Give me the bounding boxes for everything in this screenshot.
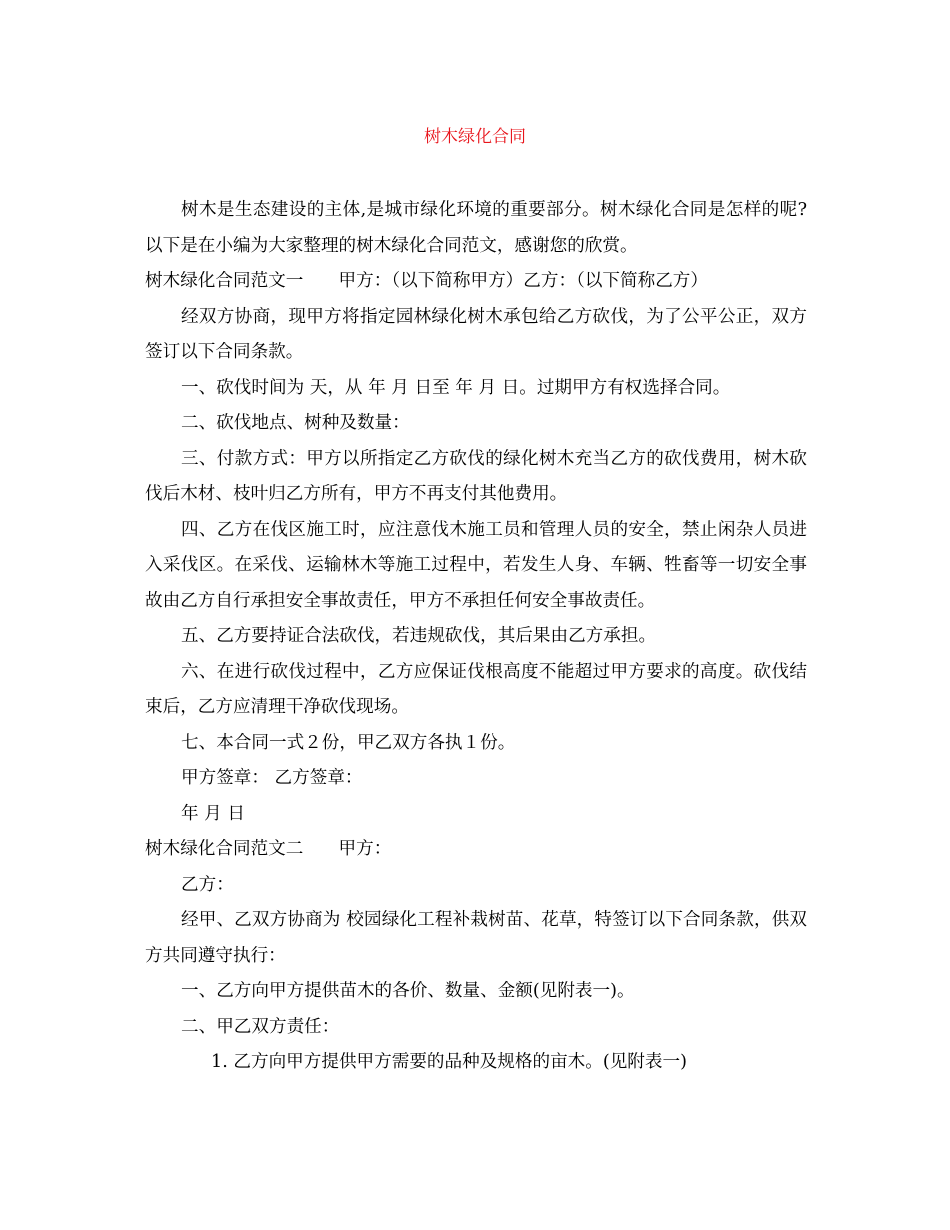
clause: 六、在进行砍伐过程中，乙方应保证伐根高度不能超过甲方要求的高度。砍伐结束后，乙方应清理干净砍伐现场。 — [145, 661, 807, 717]
sub-clause: 1. 乙方向甲方提供甲方需要的品种及规格的亩木。(见附表一) — [211, 1052, 687, 1072]
clause: 四、乙方在伐区施工时，应注意伐木施工员和管理人员的安全，禁止闲杂人员进入采伐区。在采伐、运输林木等施工过程中，若发生人身、车辆、牲畜等一切安全事故由乙方自行承担安全事故责任，甲方不承担任何安全事故责任。 — [145, 519, 807, 611]
clause: 五、乙方要持证合法砍伐，若违规砍伐，其后果由乙方承担。 — [181, 626, 657, 646]
section-heading: 树木绿化合同范文二 甲方： — [145, 839, 392, 859]
paragraph: 经甲、乙双方协商为 校园绿化工程补栽树苗、花草，特签订以下合同条款，供双方共同遵守执行： — [145, 910, 807, 966]
document-title: 树木绿化合同 — [424, 127, 526, 147]
signature-line: 甲方签章： 乙方签章： — [181, 768, 363, 788]
section-heading: 树木绿化合同范文一 甲方：（以下简称甲方）乙方：（以下简称乙方） — [145, 271, 708, 291]
paragraph: 经双方协商，现甲方将指定园林绿化树木承包给乙方砍伐，为了公平公正，双方签订以下合同条款。 — [145, 306, 807, 362]
clause: 二、砍伐地点、树种及数量： — [181, 413, 410, 433]
date-line: 年 月 日 — [181, 803, 245, 824]
document-body — [145, 193, 807, 1081]
paragraph: 乙方： — [181, 874, 234, 895]
clause: 三、付款方式：甲方以所指定乙方砍伐的绿化树木充当乙方的砍伐费用，树木砍伐后木材、枝叶归乙方所有，甲方不再支付其他费用。 — [145, 448, 807, 504]
clause: 七、本合同一式２份，甲乙双方各执１份。 — [181, 732, 516, 753]
clause: 一、砍伐时间为 天，从 年 月 日至 年 月 日。过期甲方有权选择合同。 — [181, 377, 731, 398]
paragraph: 树木是生态建设的主体,是城市绿化环境的重要部分。树木绿化合同是怎样的呢?以下是在小编为大家整理的树木绿化合同范文，感谢您的欣赏。 — [145, 200, 807, 256]
clause: 二、甲乙双方责任： — [181, 1016, 340, 1037]
clause: 一、乙方向甲方提供苗木的各价、数量、金额(见附表一)。 — [181, 981, 635, 1001]
